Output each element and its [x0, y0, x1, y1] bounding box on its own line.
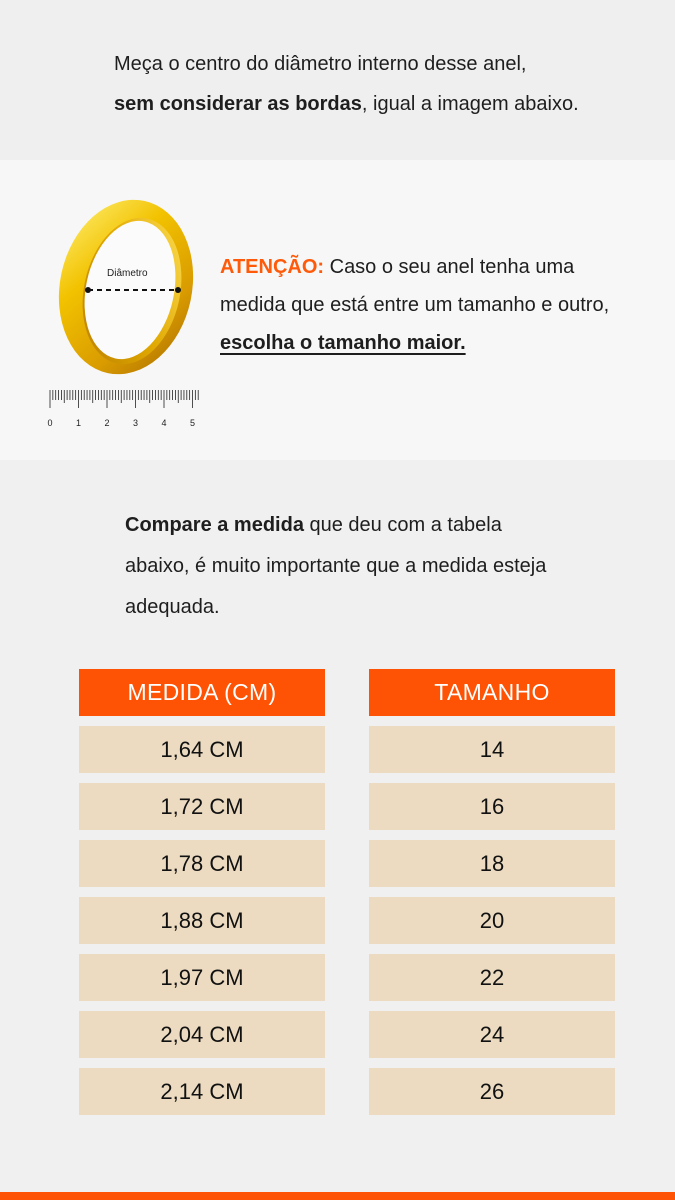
bottom-accent-bar: [0, 1192, 675, 1200]
tamanho-cell: 14: [369, 726, 615, 773]
medida-header: MEDIDA (CM): [79, 669, 325, 716]
intro-line-2: [114, 84, 579, 125]
intro-line-2-rest: , igual a imagem abaixo.: [361, 93, 579, 115]
attention-text-3: escolha o tamanho maior.: [220, 332, 466, 354]
attention-notice: [220, 248, 609, 362]
illustration-section: [0, 160, 675, 460]
attention-text-1: Caso o seu anel tenha uma: [324, 256, 575, 278]
tamanho-cell: 20: [369, 897, 615, 944]
tamanho-cell: 16: [369, 783, 615, 830]
ruler-number: 5: [189, 418, 196, 428]
ruler: [44, 388, 204, 432]
tamanho-column: [369, 669, 615, 1115]
compare-instructions: [125, 505, 546, 628]
medida-cell: 1,72 CM: [79, 783, 325, 830]
ruler-number: 3: [132, 418, 139, 428]
ruler-number: 0: [47, 418, 53, 428]
gold-ring-icon: [40, 195, 210, 380]
intro-section: [0, 0, 675, 160]
medida-column: [79, 669, 325, 1115]
attention-text-2: medida que está entre um tamanho e outro,: [220, 294, 610, 316]
medida-cell: 2,04 CM: [79, 1011, 325, 1058]
medida-cell: 1,97 CM: [79, 954, 325, 1001]
medida-cell: 2,14 CM: [79, 1068, 325, 1115]
compare-text-3: adequada.: [125, 596, 220, 618]
ruler-number: 2: [104, 418, 110, 428]
intro-emphasis: sem considerar as bordas: [114, 93, 362, 115]
ruler-number: 4: [161, 418, 167, 428]
diameter-label: Diâmetro: [107, 268, 148, 279]
ruler-icon: [44, 388, 204, 432]
attention-label: ATENÇÃO:: [220, 256, 325, 278]
compare-text-1: que deu com a tabela: [303, 514, 502, 536]
tamanho-header: TAMANHO: [369, 669, 615, 716]
medida-cell: 1,64 CM: [79, 726, 325, 773]
compare-emphasis: Compare a medida: [125, 514, 304, 536]
ruler-number: 1: [75, 418, 82, 428]
tamanho-cell: 22: [369, 954, 615, 1001]
tamanho-cell: 24: [369, 1011, 615, 1058]
tamanho-cell: 26: [369, 1068, 615, 1115]
medida-cell: 1,78 CM: [79, 840, 325, 887]
medida-cell: 1,88 CM: [79, 897, 325, 944]
ring-illustration: [40, 195, 210, 380]
tamanho-cell: 18: [369, 840, 615, 887]
compare-text-2: abaixo, é muito importante que a medida esteja: [125, 555, 547, 577]
intro-line-1: Meça o centro do diâmetro interno desse anel,: [114, 53, 527, 75]
